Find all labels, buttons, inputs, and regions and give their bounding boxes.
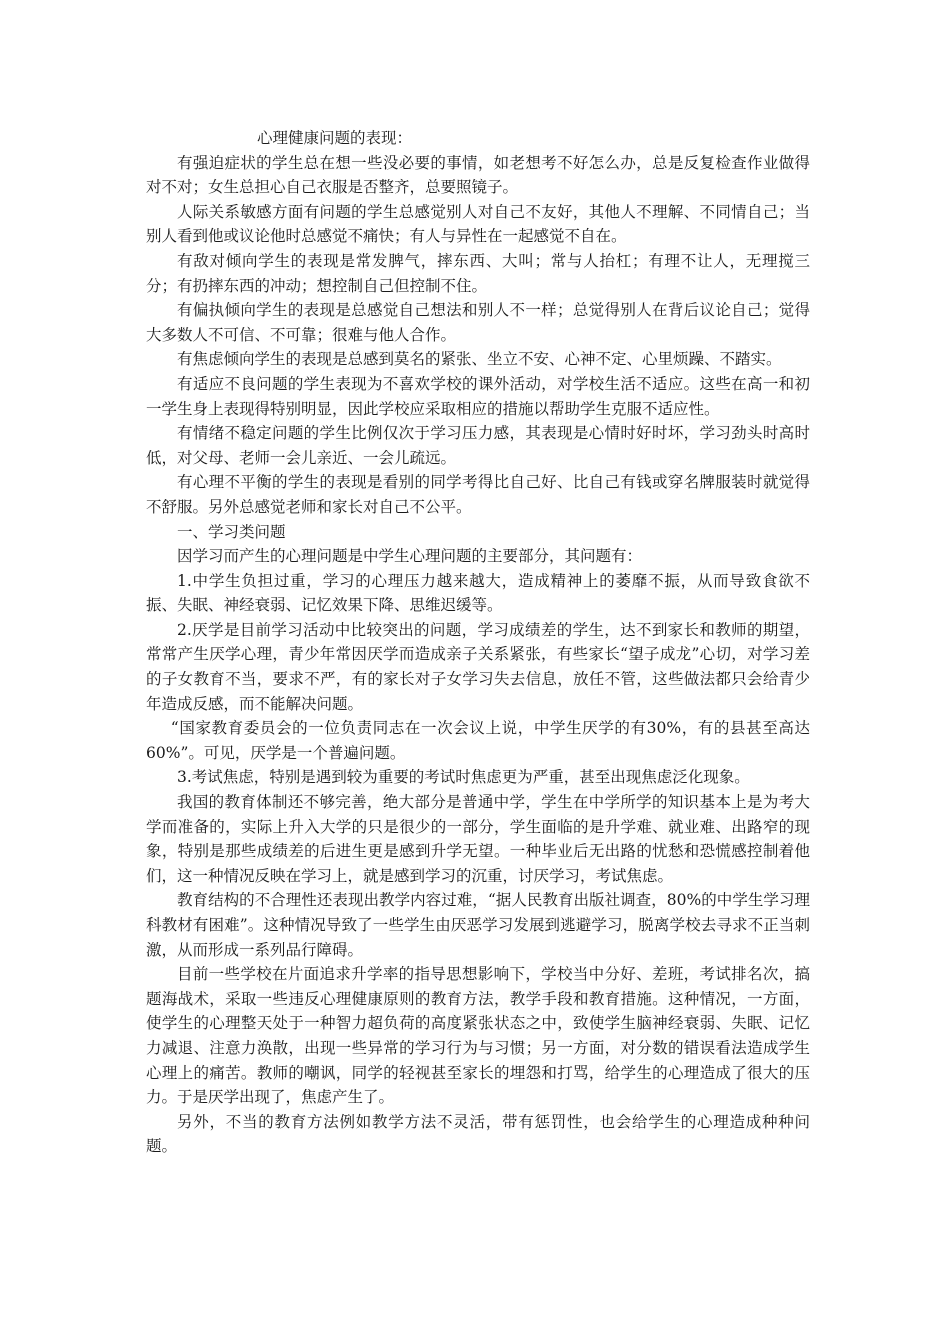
paragraph-item-3: 3.考试焦虑，特别是遇到较为重要的考试时焦虑更为严重，甚至出现焦虑泛化现象。 [177,768,750,787]
document-page [146,126,810,1159]
document-title: 心理健康问题的表现： [257,129,413,147]
paragraph-paranoid: 有偏执倾向学生的表现是总感觉自己想法和别人不一样；总觉得别人在背后议论自己；觉得大多数人不可信、不可靠；很难与他人合作。 [146,301,810,344]
paragraph-schools: 目前一些学校在片面追求升学率的指导思想影响下，学校当中分好、差班，考试排名次，搞题海战术，采取一些违反心理健康原则的教育方法，教学手段和教育措施。这种情况，一方面，使学生的心理整天处于一种智力超负荷的高度紧张状态之中，致使学生脑神经衰弱、失眠、记忆力减退、注意力涣散，出现一些异常的学习行为与习惯；另一方面，对分数的错误看法造成学生心理上的痛苦。教师的嘲讽，同学的轻视甚至家长的埋怨和打骂，给学生的心理造成了很大的压力。于是厌学出现了，焦虑产生了。 [146,965,810,1107]
paragraph-item-1: 1.中学生负担过重，学习的心理压力越来越大，造成精神上的萎靡不振，从而导致食欲不振、失眠、神经衰弱、记忆效果下降、思维迟缓等。 [146,571,810,615]
paragraph-anxiety: 有焦虑倾向学生的表现是总感到莫名的紧张、坐立不安、心神不定、心里烦躁、不踏实。 [177,350,782,369]
paragraph-education-structure: 教育结构的不合理性还表现出教学内容过难，“据人民教育出版社调查，80%的中学生学习理科教材有困难”。这种情况导致了一些学生由厌恶学习发展到逃避学习，脱离学校去寻求不正当刺激，从而形成一系列品行障碍。 [146,891,810,959]
paragraph-emotional-instability: 有情绪不稳定问题的学生比例仅次于学习压力感，其表现是心情时好时坏，学习劲头时高时低，对父母、老师一会儿亲近、一会儿疏远。 [146,424,810,467]
paragraph-quote: “国家教育委员会的一位负责同志在一次会议上说，中学生厌学的有30%，有的县甚至高达60%”。可见，厌学是一个普遍问题。 [146,719,810,762]
paragraph-imbalance: 有心理不平衡的学生的表现是看别的同学考得比自己好、比自己有钱或穿名牌服装时就觉得不舒服。另外总感觉老师和家长对自己不公平。 [146,473,810,516]
paragraph-maladjustment: 有适应不良问题的学生表现为不喜欢学校的课外活动，对学校生活不适应。这些在高一和初一学生身上表现得特别明显，因此学校应采取相应的措施以帮助学生克服不适应性。 [146,374,810,418]
paragraph-obsessive: 有强迫症状的学生总在想一些没必要的事情，如老想考不好怎么办，总是反复检查作业做得对不对；女生总担心自己衣服是否整齐，总要照镜子。 [146,153,810,197]
paragraph-learning-intro: 因学习而产生的心理问题是中学生心理问题的主要部分，其问题有： [177,547,643,566]
paragraph-teaching-methods: 另外，不当的教育方法例如教学方法不灵活，带有惩罚性，也会给学生的心理造成种种问题。 [146,1112,810,1156]
section-heading-learning: 一、学习类问题 [177,522,286,541]
paragraph-item-2: 2.厌学是目前学习活动中比较突出的问题，学习成绩差的学生，达不到家长和教师的期望，常常产生厌学心理，青少年常因厌学而造成亲子关系紧张，有些家长“望子成龙”心切，对学习差的子女教育不当，要求不严，有的家长对子女学习失去信息，放任不管，这些做法都只会给青少年造成反感，而不能解决问题。 [146,620,810,713]
paragraph-education-system: 我国的教育体制还不够完善，绝大部分是普通中学，学生在中学所学的知识基本上是为考大学而准备的，实际上升入大学的只是很少的一部分，学生面临的是升学难、就业难、出路窄的现象，特别是那些成绩差的后进生更是感到升学无望。一种毕业后无出路的忧愁和恐慌感控制着他们，这一种情况反映在学习上，就是感到学习的沉重，讨厌学习，考试焦虑。 [146,793,810,885]
paragraph-hostility: 有敌对倾向学生的表现是常发脾气，摔东西、大叫；常与人抬杠；有理不让人，无理搅三分；有扔摔东西的冲动；想控制自己但控制不住。 [146,251,810,295]
paragraph-interpersonal: 人际关系敏感方面有问题的学生总感觉别人对自己不友好，其他人不理解、不同情自己；当别人看到他或议论他时总感觉不痛快；有人与异性在一起感觉不自在。 [146,202,810,246]
